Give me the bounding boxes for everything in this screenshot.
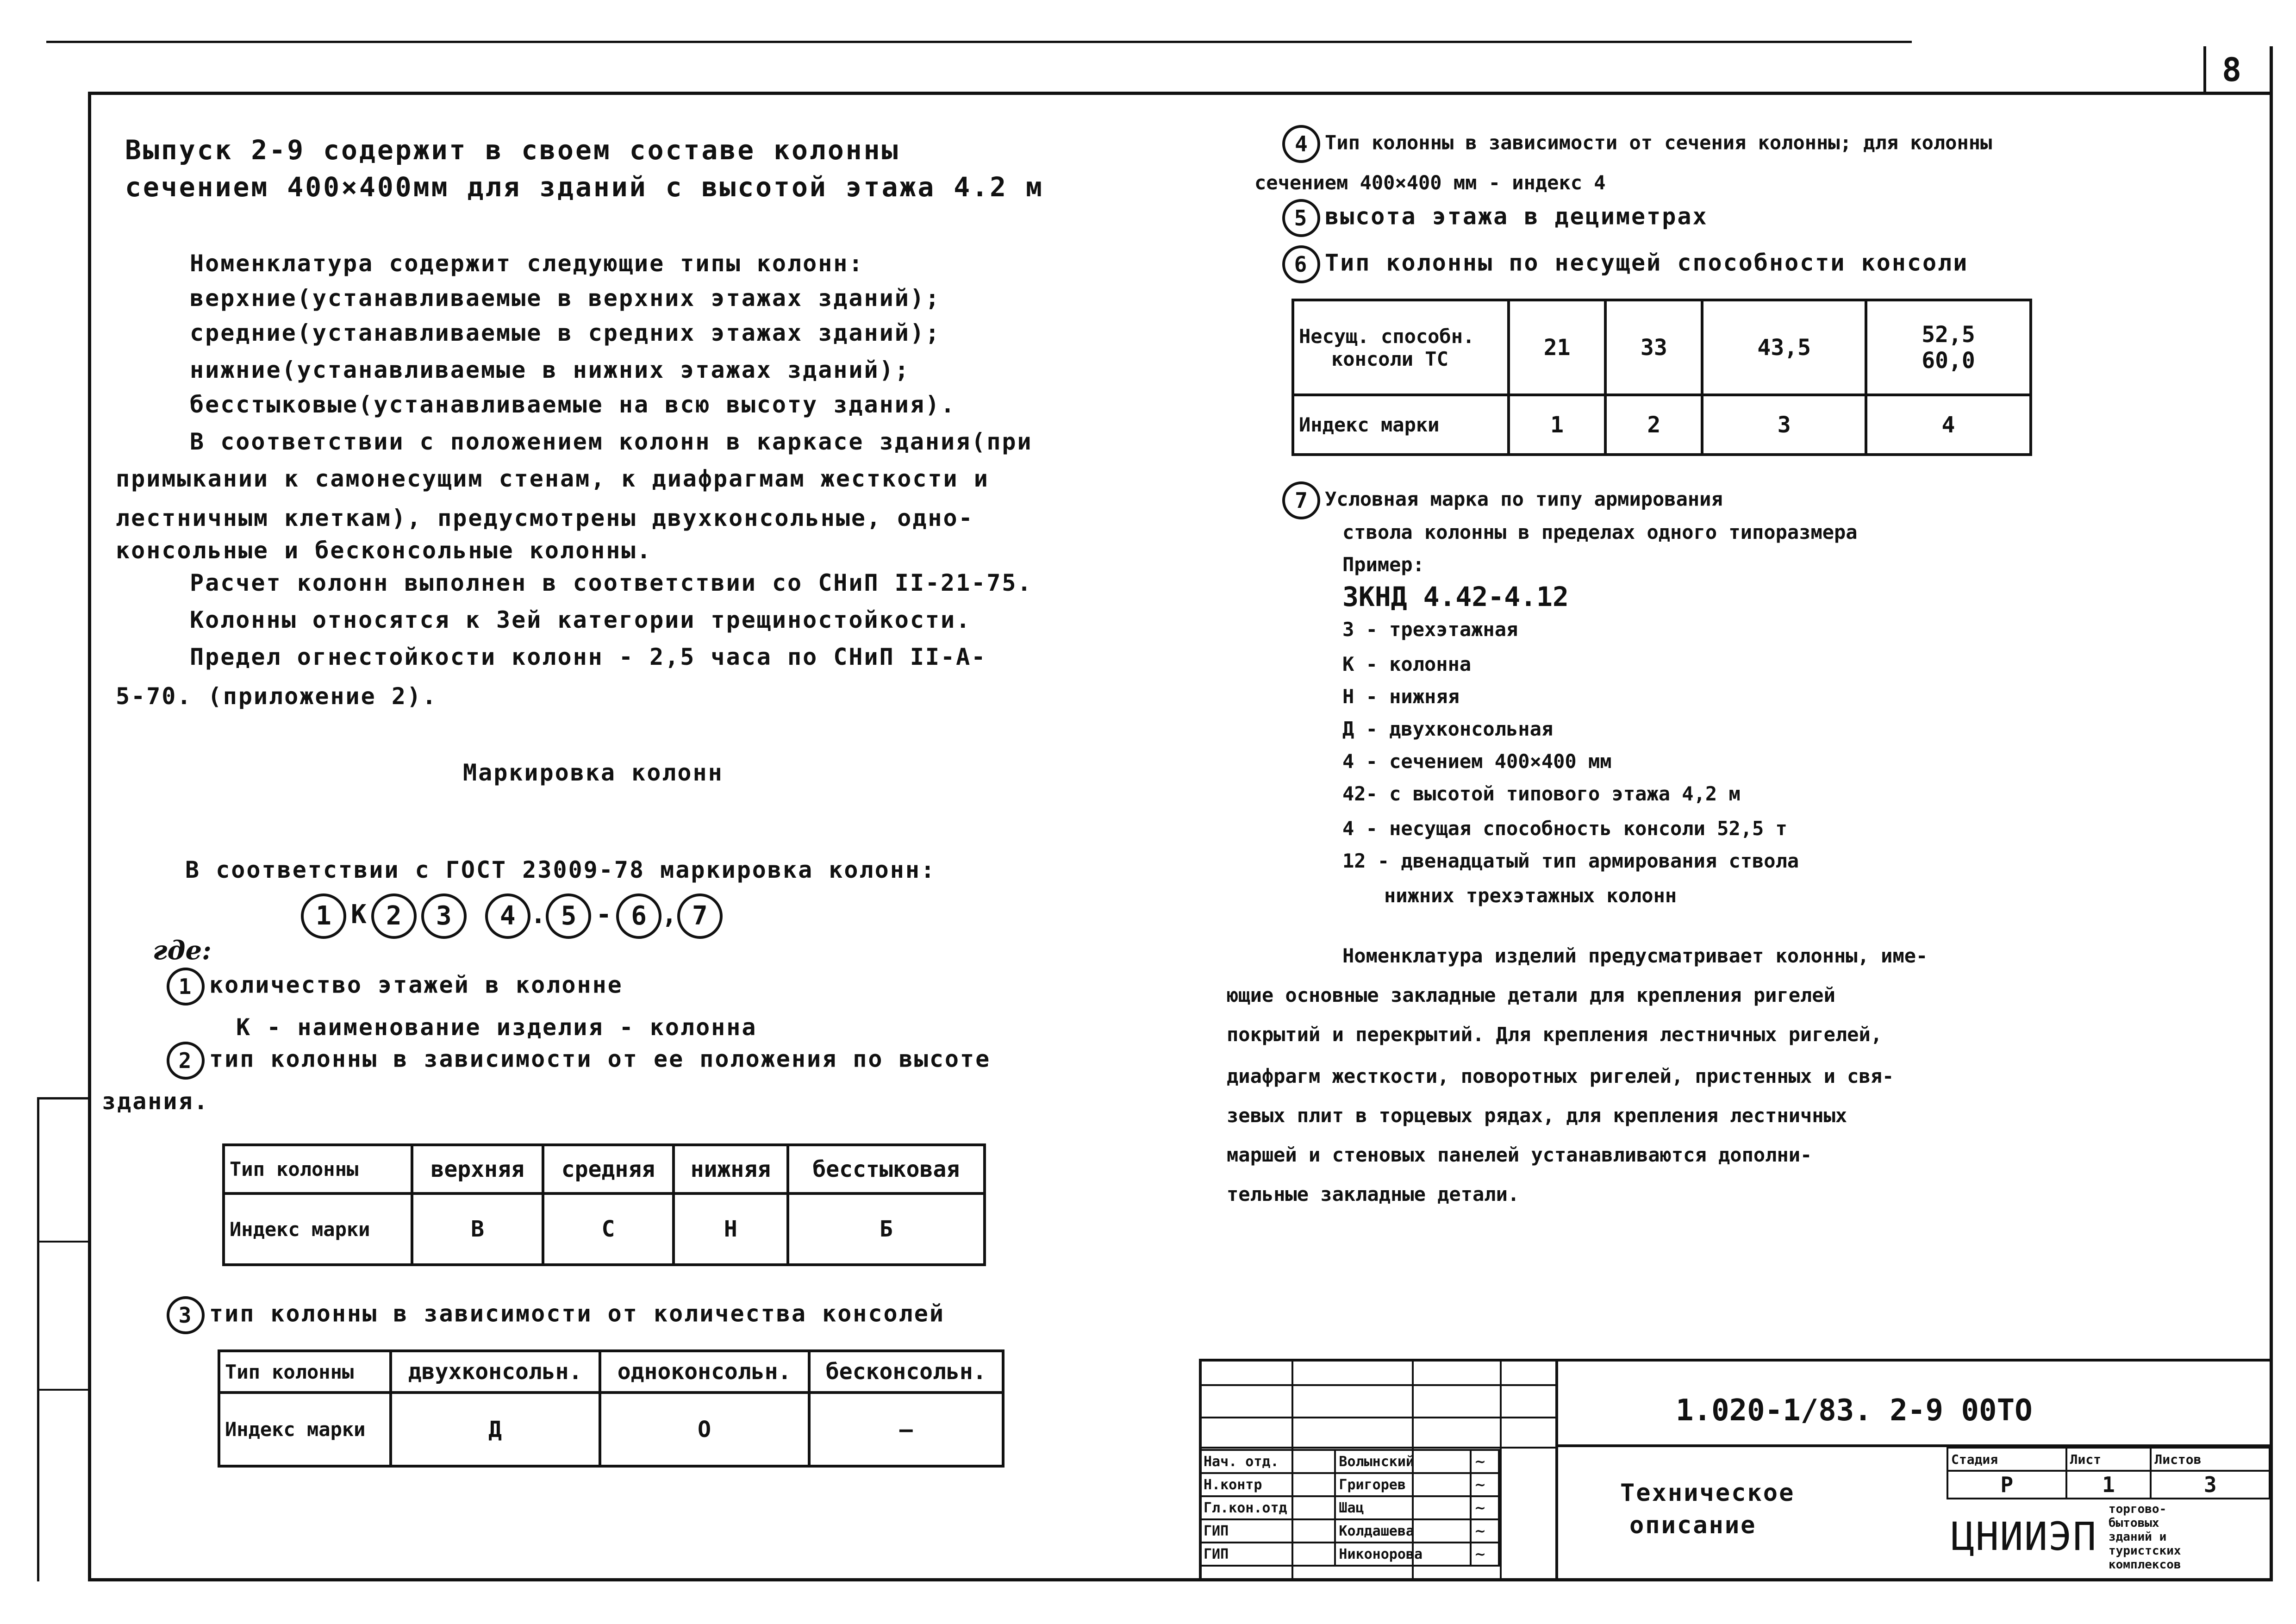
example-5: Д - двухконсольная: [1342, 718, 1554, 740]
org-sub-0: торгово-: [2109, 1502, 2167, 1516]
frame-bottom: [88, 1578, 2273, 1581]
stamp-org: ЦНИИЭП: [1951, 1514, 2097, 1559]
item4-text: Тип колонны в зависимости от сечения колонны; для колонны: [1325, 131, 1992, 154]
left-text-2: средние(устанавливаемые в средних этажах зданий);: [190, 319, 941, 346]
nomenclature-1: ющие основные закладные детали для крепления ригелей: [1227, 984, 1835, 1006]
formula-letter-k: К: [351, 899, 367, 930]
circle-5: 5: [1282, 199, 1320, 237]
example-10: нижних трехэтажных колонн: [1384, 884, 1677, 907]
left-text-11: Предел огнестойкости колонн - 2,5 часа по СНиП II-А-: [190, 643, 987, 670]
frame-left: [88, 92, 91, 1581]
signature-3: ~: [1471, 1519, 1499, 1543]
role-4: ГИП: [1200, 1543, 1335, 1566]
right-item-5: [1282, 199, 1708, 237]
binding-line-3: [37, 1241, 88, 1243]
org-sub-4: комплексов: [2109, 1558, 2181, 1572]
left-text-0: Номенклатура содержит следующие типы колонн:: [190, 250, 864, 277]
org-sub-2: зданий и: [2109, 1530, 2167, 1544]
left-text-4: бесстыковые(устанавливаемые на всю высоту здания).: [190, 391, 956, 418]
capacity-value-2: 33: [1605, 300, 1702, 395]
formula-slot-1: 1: [301, 893, 346, 939]
org-sub-3: туристских: [2109, 1544, 2181, 1558]
sheet-label: Лист: [2066, 1448, 2151, 1471]
position-header-4: бесстыковая: [788, 1145, 985, 1193]
marking-item-2b: здания.: [102, 1088, 209, 1115]
example-2: 3 - трехэтажная: [1342, 618, 1518, 641]
role-3: ГИП: [1200, 1519, 1335, 1543]
position-cell-3: Н: [674, 1193, 788, 1265]
example-8: 4 - несущая способность консоли 52,5 т: [1342, 817, 1787, 840]
left-text-8: консольные и бесконсольные колонны.: [116, 537, 652, 564]
formula-slot-6: 6: [616, 893, 661, 939]
formula-slot-5b: 5: [546, 893, 591, 939]
left-text-9: Расчет колонн выполнен в соответствии со СНиП II-21-75.: [190, 569, 1033, 596]
formula-comma: ,: [661, 899, 677, 930]
name-0: Волынский: [1335, 1450, 1470, 1473]
example-0: Пример:: [1342, 553, 1425, 576]
right-item-7b: ствола колонны в пределах одного типоразмера: [1342, 521, 1858, 543]
formula-slot-7: 7: [677, 893, 723, 939]
sheet-value: 1: [2066, 1471, 2151, 1499]
circle-6: 6: [1282, 245, 1320, 283]
left-text-7: лестничным клеткам), предусмотрены двухконсольные, одно-: [116, 505, 974, 531]
position-header-2: средняя: [543, 1145, 674, 1193]
example-7: 42- с высотой типового этажа 4,2 м: [1342, 782, 1741, 805]
signature-0: ~: [1471, 1450, 1499, 1473]
position-cell-0: Индекс марки: [224, 1193, 412, 1265]
capacity-index-2: 2: [1605, 395, 1702, 455]
intro-line-1: Выпуск 2-9 содержит в своем составе колонны: [125, 134, 900, 166]
capacity-value-4b: 60,0: [1922, 347, 1975, 374]
stamp-org-sub: [2109, 1502, 2181, 1572]
marking-item-1: [167, 968, 623, 1006]
sheet-number: 8: [2222, 51, 2242, 89]
stamp-signatures: [1199, 1449, 1500, 1567]
formula-slot-3: 3: [421, 893, 467, 939]
signature-1: ~: [1471, 1473, 1499, 1496]
role-2: Гл.кон.отд: [1200, 1496, 1335, 1519]
position-header-0: Тип колонны: [224, 1145, 412, 1193]
stage-label: Стадия: [1947, 1448, 2066, 1471]
stamp-title-1: Техническое: [1620, 1479, 1795, 1507]
item6-text: Тип колонны по несущей способности консоли: [1325, 249, 1969, 276]
capacity-label-1a: Несущ. способн.: [1299, 325, 1475, 348]
capacity-value-3: 43,5: [1702, 300, 1866, 395]
left-text-6: примыкании к самонесущим стенам, к диафрагмам жесткости и: [116, 465, 989, 492]
formula-dash: -: [596, 899, 612, 930]
marking-item-3: [167, 1296, 945, 1334]
nomenclature-2: покрытий и перекрытий. Для крепления лестничных ригелей,: [1227, 1023, 1883, 1046]
intro-line-2: сечением 400×400мм для зданий с высотой этажа 4.2 м: [125, 171, 1044, 203]
stamp-row-3: [1199, 1447, 1555, 1449]
signature-2: ~: [1471, 1496, 1499, 1519]
console-header-1: двухконсольн.: [391, 1351, 600, 1393]
stamp-row-2: [1199, 1417, 1555, 1418]
nomenclature-6: тельные закладные детали.: [1227, 1183, 1520, 1206]
name-4: Никонорова: [1335, 1543, 1470, 1566]
example-3: К - колонна: [1342, 653, 1472, 675]
frame-top: [88, 92, 2273, 95]
stamp-col-3: [1500, 1359, 1502, 1581]
name-1: Григорев: [1335, 1473, 1470, 1496]
formula-slot-4: 4: [485, 893, 530, 939]
sheets-label: Листов: [2151, 1448, 2270, 1471]
capacity-value-1: 21: [1509, 300, 1605, 395]
binding-line-2: [37, 1097, 39, 1581]
console-cell-1: Д: [391, 1393, 600, 1466]
left-text-5: В соответствии с положением колонн в каркасе здания(при: [190, 428, 1033, 455]
name-2: Шац: [1335, 1496, 1470, 1519]
circle-4: 4: [1282, 125, 1320, 163]
stamp-row-1: [1199, 1384, 1555, 1386]
capacity-index-3: 3: [1702, 395, 1866, 455]
capacity-value-4: [1866, 300, 2031, 395]
capacity-label-1: [1293, 300, 1509, 395]
console-cell-3: —: [809, 1393, 1003, 1466]
item3-text: тип колонны в зависимости от количества консолей: [209, 1300, 945, 1327]
capacity-value-4a: 52,5: [1922, 321, 1975, 348]
capacity-label-1b: консоли ТС: [1331, 347, 1448, 370]
capacity-label-2: Индекс марки: [1293, 395, 1509, 455]
org-sub-1: бытовых: [2109, 1516, 2159, 1530]
stamp-top: [1199, 1359, 2273, 1362]
item5-text: высота этажа в дециметрах: [1325, 203, 1708, 230]
right-item-4b: сечением 400×400 мм - индекс 4: [1254, 171, 1606, 194]
formula-dot: .: [530, 899, 546, 930]
frame-right: [2270, 46, 2273, 1581]
item7-text: Условная марка по типу армирования: [1325, 487, 1723, 511]
console-table: [218, 1349, 1004, 1468]
marking-where: где:: [153, 935, 212, 966]
console-cell-2: О: [600, 1393, 809, 1466]
marking-formula: [301, 893, 727, 939]
stage-value: Р: [1947, 1471, 2066, 1499]
right-item-4: [1282, 125, 1992, 163]
nomenclature-0: Номенклатура изделий предусматривает колонны, име-: [1342, 944, 1928, 967]
binding-line-1: [37, 1097, 88, 1099]
marking-intro: В соответствии с ГОСТ 23009-78 маркировка колонн:: [185, 856, 936, 883]
stamp-title-2: описание: [1629, 1512, 1757, 1539]
stamp-code: 1.020-1/83. 2-9 00ТО: [1676, 1393, 2033, 1428]
capacity-index-4: 4: [1866, 395, 2031, 455]
formula-slot-2: 2: [371, 893, 417, 939]
circle-7: 7: [1282, 481, 1320, 519]
left-text-1: верхние(устанавливаемые в верхних этажах зданий);: [190, 285, 941, 312]
circle-3: 3: [167, 1296, 205, 1334]
sheets-value: 3: [2151, 1471, 2270, 1499]
left-text-3: нижние(устанавливаемые в нижних этажах зданий);: [190, 356, 910, 383]
stamp-stage-table: [1947, 1447, 2271, 1499]
role-0: Нач. отд.: [1200, 1450, 1335, 1473]
right-item-6: [1282, 245, 1968, 283]
nomenclature-4: зевых плит в торцевых рядах, для крепления лестничных: [1227, 1104, 1847, 1127]
capacity-index-1: 1: [1509, 395, 1605, 455]
nomenclature-5: маршей и стеновых панелей устанавливаются дополни-: [1227, 1143, 1812, 1166]
left-text-10: Колонны относятся к 3ей категории трещиностойкости.: [190, 606, 972, 633]
example-9: 12 - двенадцатый тип армирования ствола: [1342, 849, 1799, 872]
position-header-3: нижняя: [674, 1145, 788, 1193]
console-header-2: одноконсольн.: [600, 1351, 809, 1393]
example-6: 4 - сечением 400×400 мм: [1342, 750, 1612, 773]
console-header-3: бесконсольн.: [809, 1351, 1003, 1393]
marking-item-1b: К - наименование изделия - колонна: [236, 1014, 757, 1041]
nomenclature-3: диафрагм жесткости, поворотных ригелей, пристенных и свя-: [1227, 1065, 1894, 1087]
right-item-7: [1282, 481, 1723, 519]
capacity-table: [1292, 299, 2032, 456]
role-1: Н.контр: [1200, 1473, 1335, 1496]
position-header-1: верхняя: [412, 1145, 543, 1193]
marking-heading: Маркировка колонн: [463, 759, 724, 786]
example-4: Н - нижняя: [1342, 685, 1460, 708]
console-header-0: Тип колонны: [219, 1351, 391, 1393]
name-3: Колдашева: [1335, 1519, 1470, 1543]
example-1: 3КНД 4.42-4.12: [1342, 581, 1569, 612]
marking-item-2: [167, 1042, 991, 1080]
binding-line-4: [37, 1389, 88, 1391]
stamp-divider: [1555, 1359, 1558, 1581]
signature-4: ~: [1471, 1543, 1499, 1566]
circle-1: 1: [167, 968, 205, 1006]
position-cell-1: В: [412, 1193, 543, 1265]
position-cell-2: С: [543, 1193, 674, 1265]
sheet-number-divider: [2203, 46, 2206, 92]
left-text-12: 5-70. (приложение 2).: [116, 683, 438, 710]
circle-2: 2: [167, 1042, 205, 1080]
item1-text: количество этажей в колонне: [209, 971, 623, 999]
position-table: [222, 1143, 986, 1266]
top-rule: [46, 41, 1912, 43]
position-cell-4: Б: [788, 1193, 985, 1265]
console-cell-0: Индекс марки: [219, 1393, 391, 1466]
item2-text: тип колонны в зависимости от ее положения по высоте: [209, 1045, 991, 1073]
